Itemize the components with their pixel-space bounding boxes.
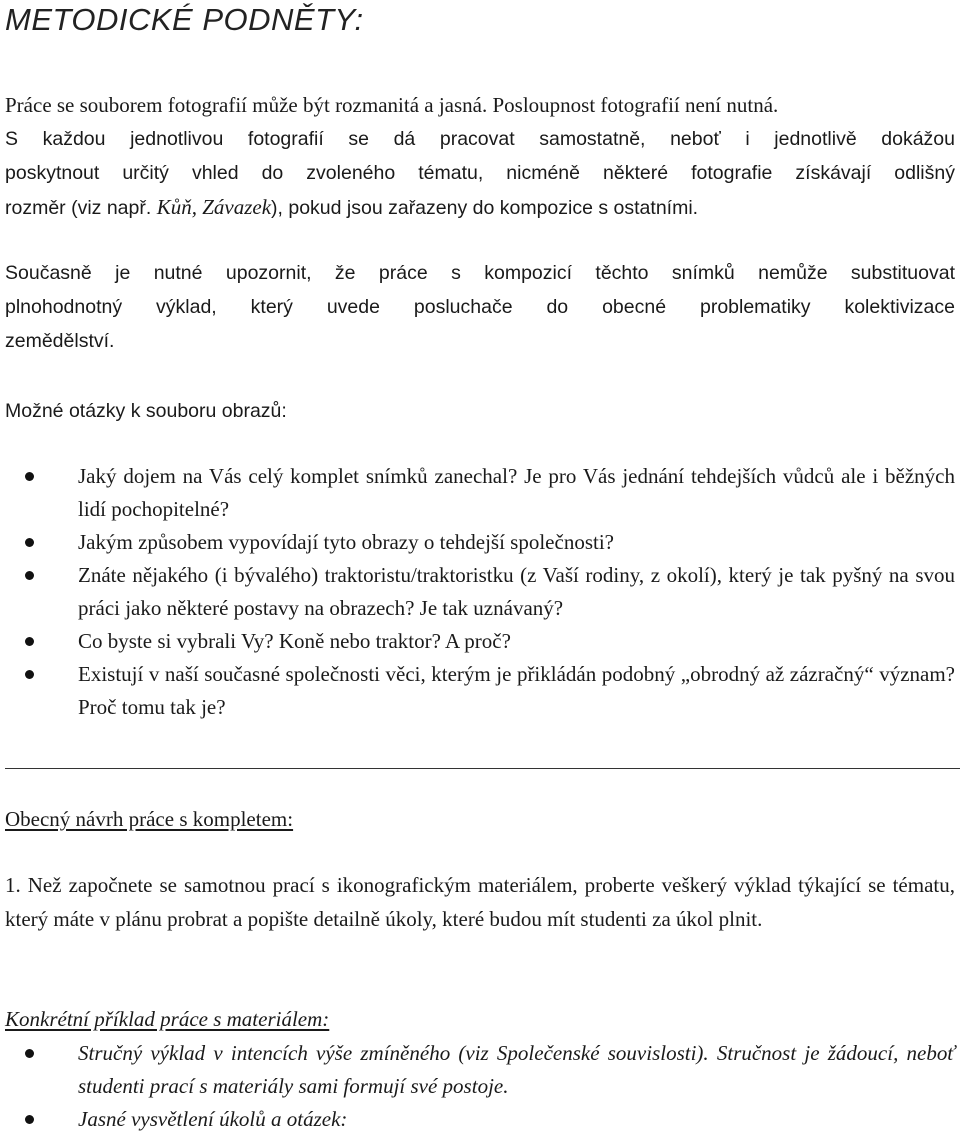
intro-line-4-pre: rozměr (viz např. [5, 197, 157, 219]
intro-line-4-post: ), pokud jsou zařazeny do kompozice s ostatními. [271, 197, 699, 219]
notice-line-1: Současně je nutné upozornit, že práce s kompozicí těchto snímků nemůže substituovat [5, 262, 955, 284]
intro-line-1: Práce se souborem fotografií může být rozmanitá a jasná. Posloupnost fotografií není nutná. [5, 93, 779, 117]
questions-heading: Možné otázky k souboru obrazů: [5, 400, 287, 422]
intro-line-3: poskytnout určitý vhled do zvoleného tématu, nicméně některé fotografie získávají odlišný [5, 162, 955, 184]
question-item: Co byste si vybrali Vy? Koně nebo traktor? A proč? [5, 625, 955, 658]
notice-line-2: plnohodnotný výklad, který uvede posluchače do obecné problematiky kolektivizace [5, 296, 955, 318]
questions-list [5, 460, 955, 724]
notice-paragraph [5, 256, 955, 358]
example-list [5, 1037, 955, 1136]
question-item: Existují v naší současné společnosti věci, kterým je přikládán podobný „obrodný až zázračný“ význam? Proč tomu tak je? [5, 658, 955, 724]
bullet-icon [25, 670, 34, 679]
question-item: Jakým způsobem vypovídají tyto obrazy o tehdejší společnosti? [5, 526, 955, 559]
bullet-icon [25, 1115, 34, 1124]
bullet-icon [25, 538, 34, 547]
general-step-1: 1. Než započnete se samotnou prací s ikonografickým materiálem, proberte veškerý výklad týkající se tématu, který máte v plánu probrat a popište detailně úkoly, které budou mít studenti za úkol plnit. [5, 873, 955, 931]
bullet-icon [25, 1049, 34, 1058]
question-item: Znáte nějakého (i bývalého) traktoristu/traktoristku (z Vaší rodiny, z okolí), který je tak pyšný na svou práci jako některé postavy na obrazech? Je tak uznávaný? [5, 559, 955, 625]
bullet-icon [25, 637, 34, 646]
intro-line-2: S každou jednotlivou fotografií se dá pracovat samostatně, neboť i jednotlivě dokážou [5, 128, 955, 150]
notice-line-3: zemědělství. [5, 330, 115, 352]
example-heading: Konkrétní příklad práce s materiálem: [5, 1007, 330, 1031]
intro-example-titles: Kůň, Závazek [156, 195, 272, 219]
question-item: Jaký dojem na Vás celý komplet snímků zanechal? Je pro Vás jednání tehdejších vůdců ale i běžných lidí pochopitelné? [5, 460, 955, 526]
bullet-icon [25, 571, 34, 580]
intro-paragraph [5, 88, 955, 225]
example-item: Stručný výklad v intencích výše zmíněného (viz Společenské souvislosti). Stručnost je žádoucí, neboť studenti prací s materiály sami formují své postoje. [5, 1037, 955, 1103]
page-title: METODICKÉ PODNĚTY: [5, 2, 364, 37]
intro-line-4 [5, 190, 955, 225]
example-item: Jasné vysvětlení úkolů a otázek: [5, 1103, 955, 1136]
general-heading: Obecný návrh práce s kompletem: [5, 807, 294, 831]
section-divider [5, 768, 960, 769]
bullet-icon [25, 472, 34, 481]
